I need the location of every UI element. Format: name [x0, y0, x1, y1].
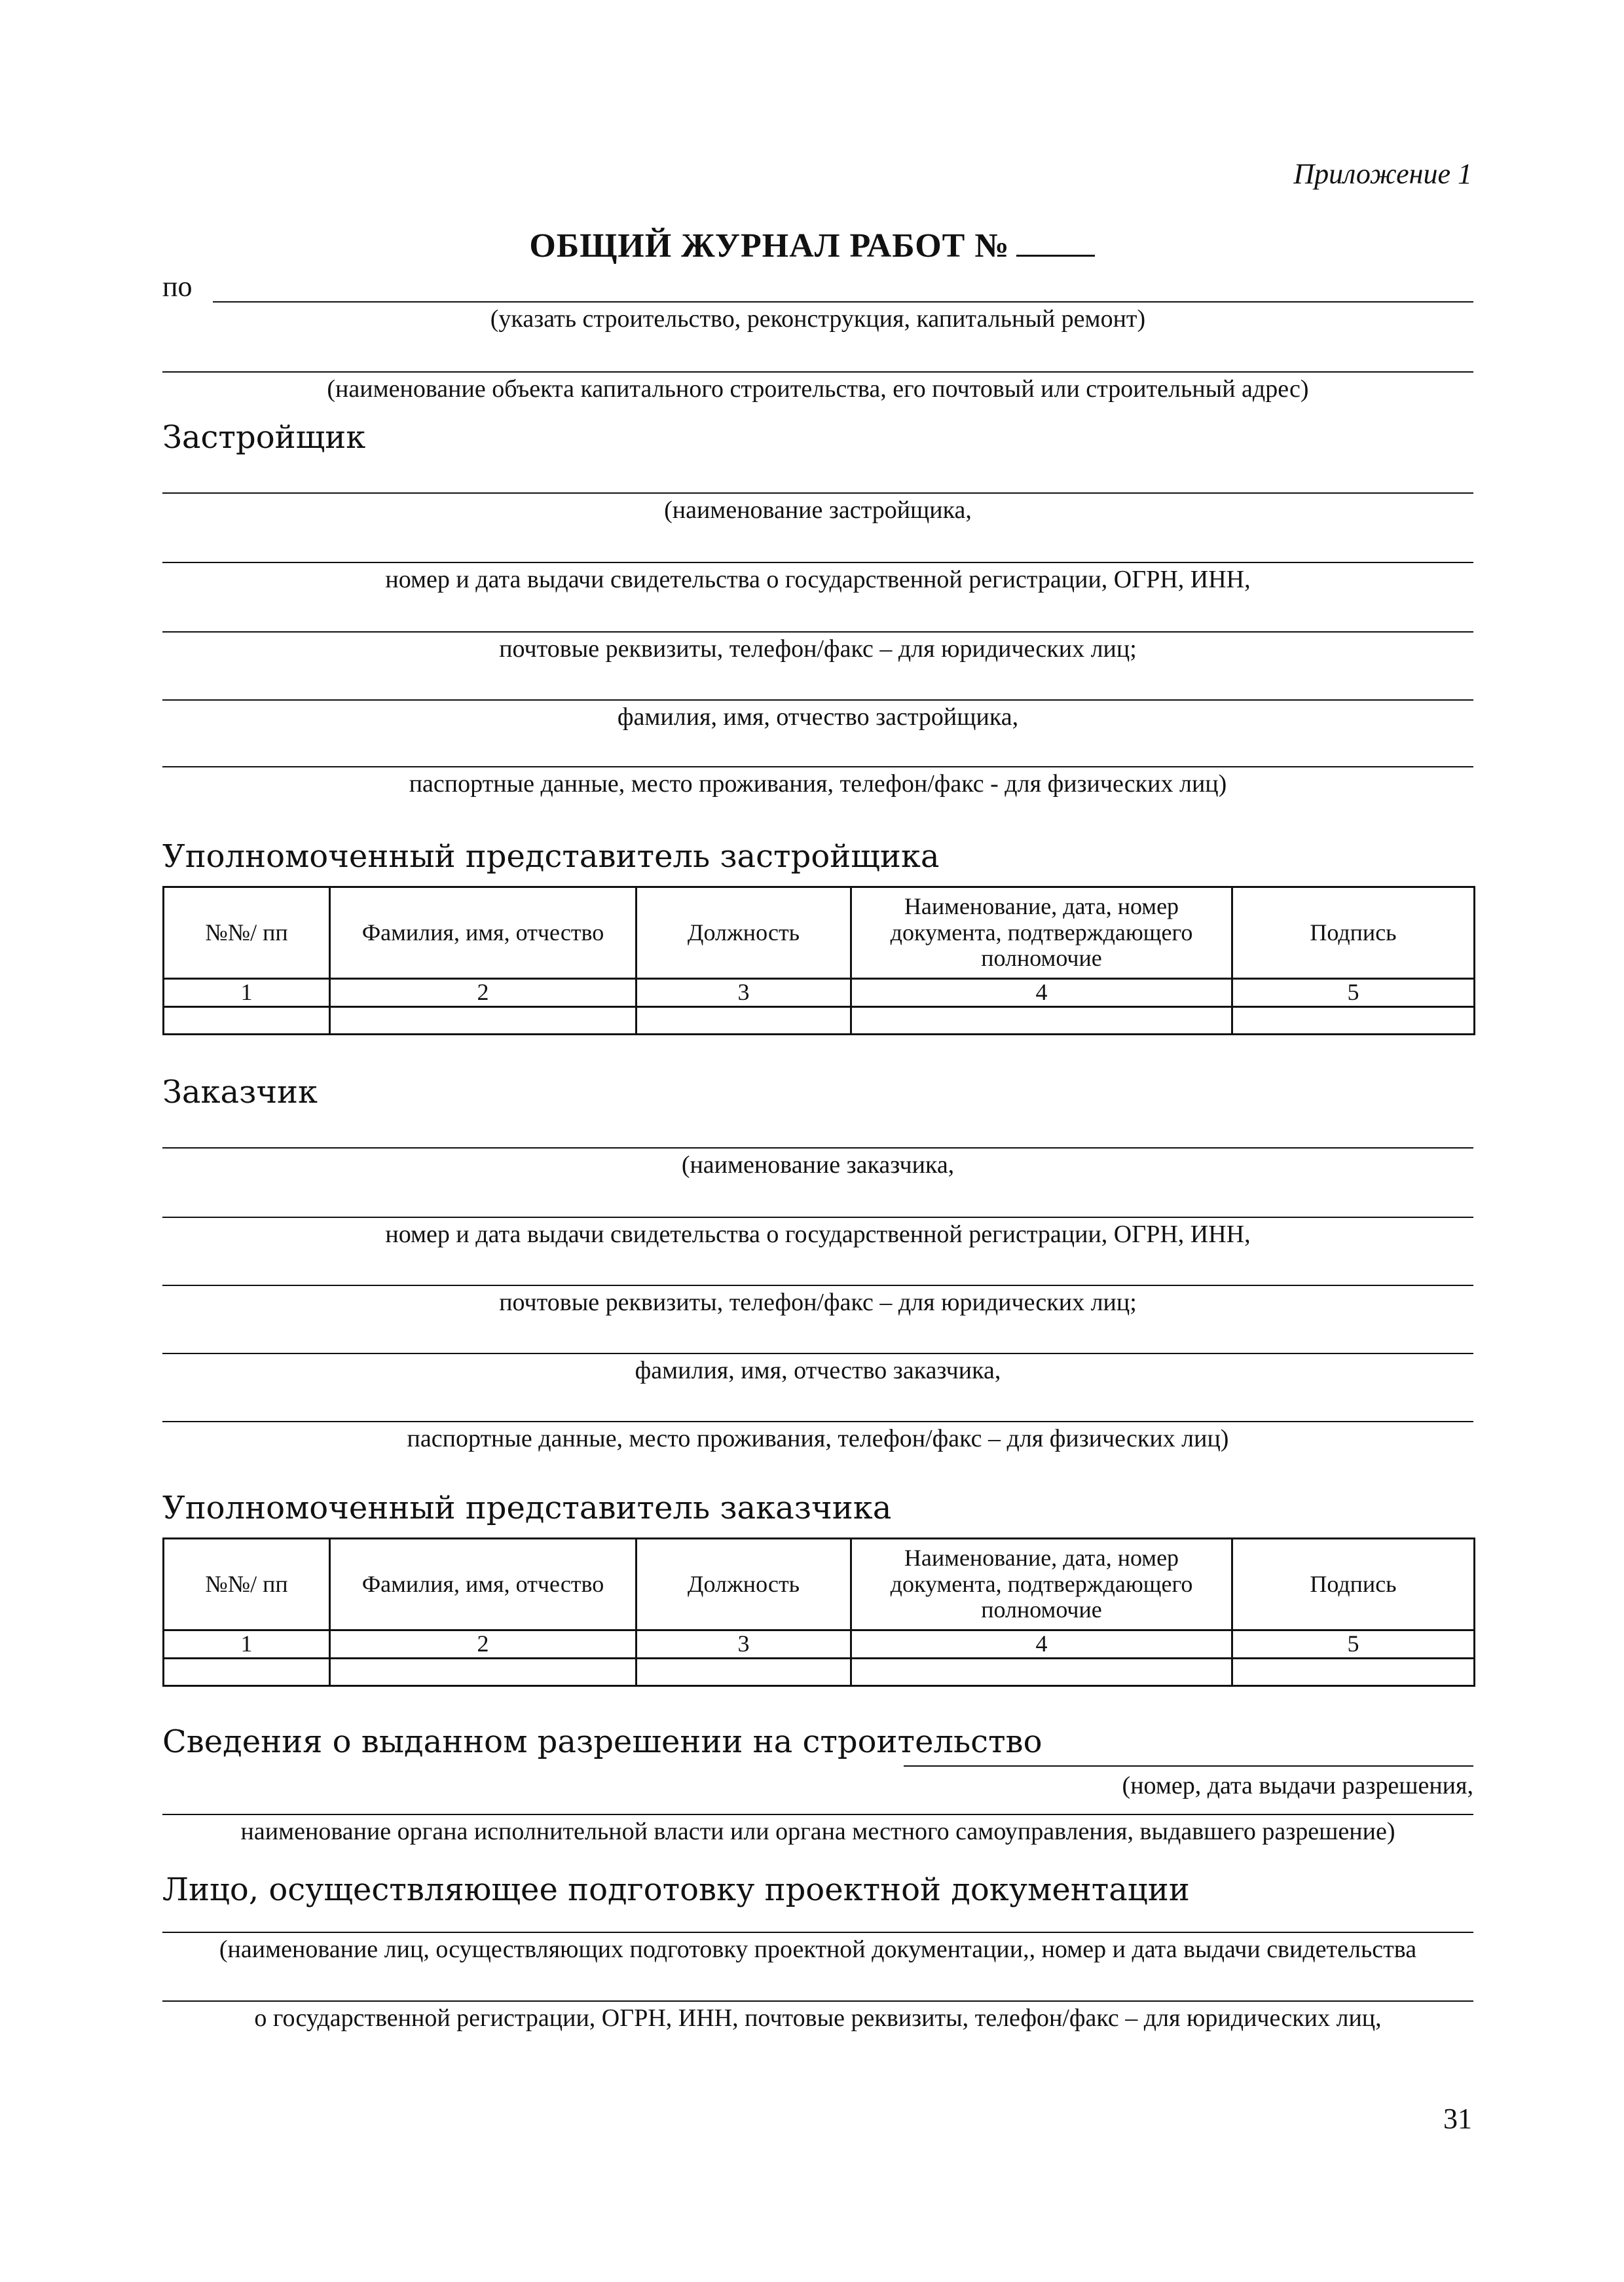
col-document-header: Наименование, дата, номер документа, подтверждающего полномочие [851, 1539, 1232, 1630]
developer-line-4[interactable] [162, 699, 1473, 701]
developer-rep-table [162, 886, 1475, 1035]
table-cell[interactable] [1232, 1006, 1475, 1034]
table-cell[interactable] [330, 1006, 637, 1034]
customer-rep-table [162, 1537, 1475, 1687]
designer-caption-2: о государственной регистрации, ОГРН, ИНН, почтовые реквизиты, телефон/факс – для юридических лиц, [254, 2004, 1382, 2032]
table-number-row [164, 1630, 1475, 1659]
developer-rep-heading: Уполномоченный представитель застройщика [162, 838, 940, 875]
object-name-line[interactable] [162, 371, 1473, 373]
permit-line-2[interactable] [162, 1814, 1473, 1815]
col-signature-index: 5 [1232, 979, 1475, 1007]
col-name-index: 2 [330, 979, 637, 1007]
table-cell[interactable] [851, 1658, 1232, 1685]
table-number-row [164, 979, 1475, 1007]
customer-heading: Заказчик [162, 1074, 318, 1111]
col-signature-header: Подпись [1232, 887, 1475, 979]
developer-line-5[interactable] [162, 766, 1473, 767]
customer-line-5[interactable] [162, 1421, 1473, 1422]
permit-line-1[interactable] [904, 1765, 1473, 1767]
customer-rep-heading: Уполномоченный представитель заказчика [162, 1490, 892, 1526]
customer-line-3[interactable] [162, 1285, 1473, 1286]
journal-number-field[interactable] [1016, 226, 1095, 257]
col-number-header: №№/ пп [164, 887, 330, 979]
table-cell[interactable] [637, 1006, 851, 1034]
construction-type-caption: (указать строительство, реконструкция, капитальный ремонт) [490, 305, 1146, 333]
page-number: 31 [1443, 2103, 1472, 2135]
object-name-caption: (наименование объекта капитального строительства, его почтовый или строительный адрес) [327, 375, 1309, 403]
developer-line-3[interactable] [162, 631, 1473, 633]
permit-heading: Сведения о выданном разрешении на строительство [162, 1723, 1043, 1760]
col-document-header: Наименование, дата, номер документа, подтверждающего полномочие [851, 887, 1232, 979]
appendix-label: Приложение 1 [1293, 158, 1472, 190]
developer-line-2[interactable] [162, 562, 1473, 563]
developer-caption-2: номер и дата выдачи свидетельства о государственной регистрации, ОГРН, ИНН, [385, 566, 1251, 593]
table-cell[interactable] [164, 1658, 330, 1685]
col-number-index: 1 [164, 1630, 330, 1659]
col-name-header: Фамилия, имя, отчество [330, 1539, 637, 1630]
customer-line-2[interactable] [162, 1217, 1473, 1218]
customer-caption-5: паспортные данные, место проживания, телефон/факс – для физических лиц) [407, 1425, 1229, 1452]
table-cell[interactable] [851, 1006, 1232, 1034]
developer-heading: Застройщик [162, 419, 366, 456]
col-position-header: Должность [637, 887, 851, 979]
col-document-index: 4 [851, 1630, 1232, 1659]
construction-type-line[interactable] [213, 301, 1473, 303]
designer-line-2[interactable] [162, 2000, 1473, 2002]
table-cell[interactable] [330, 1658, 637, 1685]
permit-caption-1: (номер, дата выдачи разрешения, [1122, 1772, 1473, 1799]
customer-caption-3: почтовые реквизиты, телефон/факс – для юридических лиц; [499, 1289, 1137, 1316]
page-title-text: ОБЩИЙ ЖУРНАЛ РАБОТ № [529, 227, 1010, 265]
col-signature-header: Подпись [1232, 1539, 1475, 1630]
developer-caption-5: паспортные данные, место проживания, телефон/факс - для физических лиц) [409, 770, 1227, 798]
col-position-index: 3 [637, 1630, 851, 1659]
po-label: по [162, 270, 193, 303]
customer-line-1[interactable] [162, 1147, 1473, 1149]
customer-line-4[interactable] [162, 1353, 1473, 1354]
table-header-row [164, 1539, 1475, 1630]
table-cell[interactable] [1232, 1658, 1475, 1685]
developer-caption-1: (наименование застройщика, [664, 496, 972, 524]
developer-line-1[interactable] [162, 492, 1473, 494]
table-cell[interactable] [637, 1658, 851, 1685]
col-position-index: 3 [637, 979, 851, 1007]
customer-caption-4: фамилия, имя, отчество заказчика, [635, 1357, 1001, 1384]
designer-heading: Лицо, осуществляющее подготовку проектной документации [162, 1871, 1190, 1908]
permit-caption-2: наименование органа исполнительной власти или органа местного самоуправления, выдавшего разрешение) [240, 1818, 1395, 1845]
table-row [164, 1658, 1475, 1685]
designer-line-1[interactable] [162, 1932, 1473, 1933]
col-document-index: 4 [851, 979, 1232, 1007]
col-position-header: Должность [637, 1539, 851, 1630]
designer-caption-1: (наименование лиц, осуществляющих подготовку проектной документации,, номер и дата выдачи свидетельства [219, 1936, 1417, 1963]
col-signature-index: 5 [1232, 1630, 1475, 1659]
developer-caption-4: фамилия, имя, отчество застройщика, [617, 703, 1019, 731]
table-header-row [164, 887, 1475, 979]
page-title [0, 226, 1624, 265]
col-name-header: Фамилия, имя, отчество [330, 887, 637, 979]
table-row [164, 1006, 1475, 1034]
col-number-index: 1 [164, 979, 330, 1007]
table-cell[interactable] [164, 1006, 330, 1034]
customer-caption-2: номер и дата выдачи свидетельства о государственной регистрации, ОГРН, ИНН, [385, 1221, 1251, 1248]
col-number-header: №№/ пп [164, 1539, 330, 1630]
developer-caption-3: почтовые реквизиты, телефон/факс – для юридических лиц; [499, 635, 1137, 663]
customer-caption-1: (наименование заказчика, [681, 1151, 955, 1179]
col-name-index: 2 [330, 1630, 637, 1659]
